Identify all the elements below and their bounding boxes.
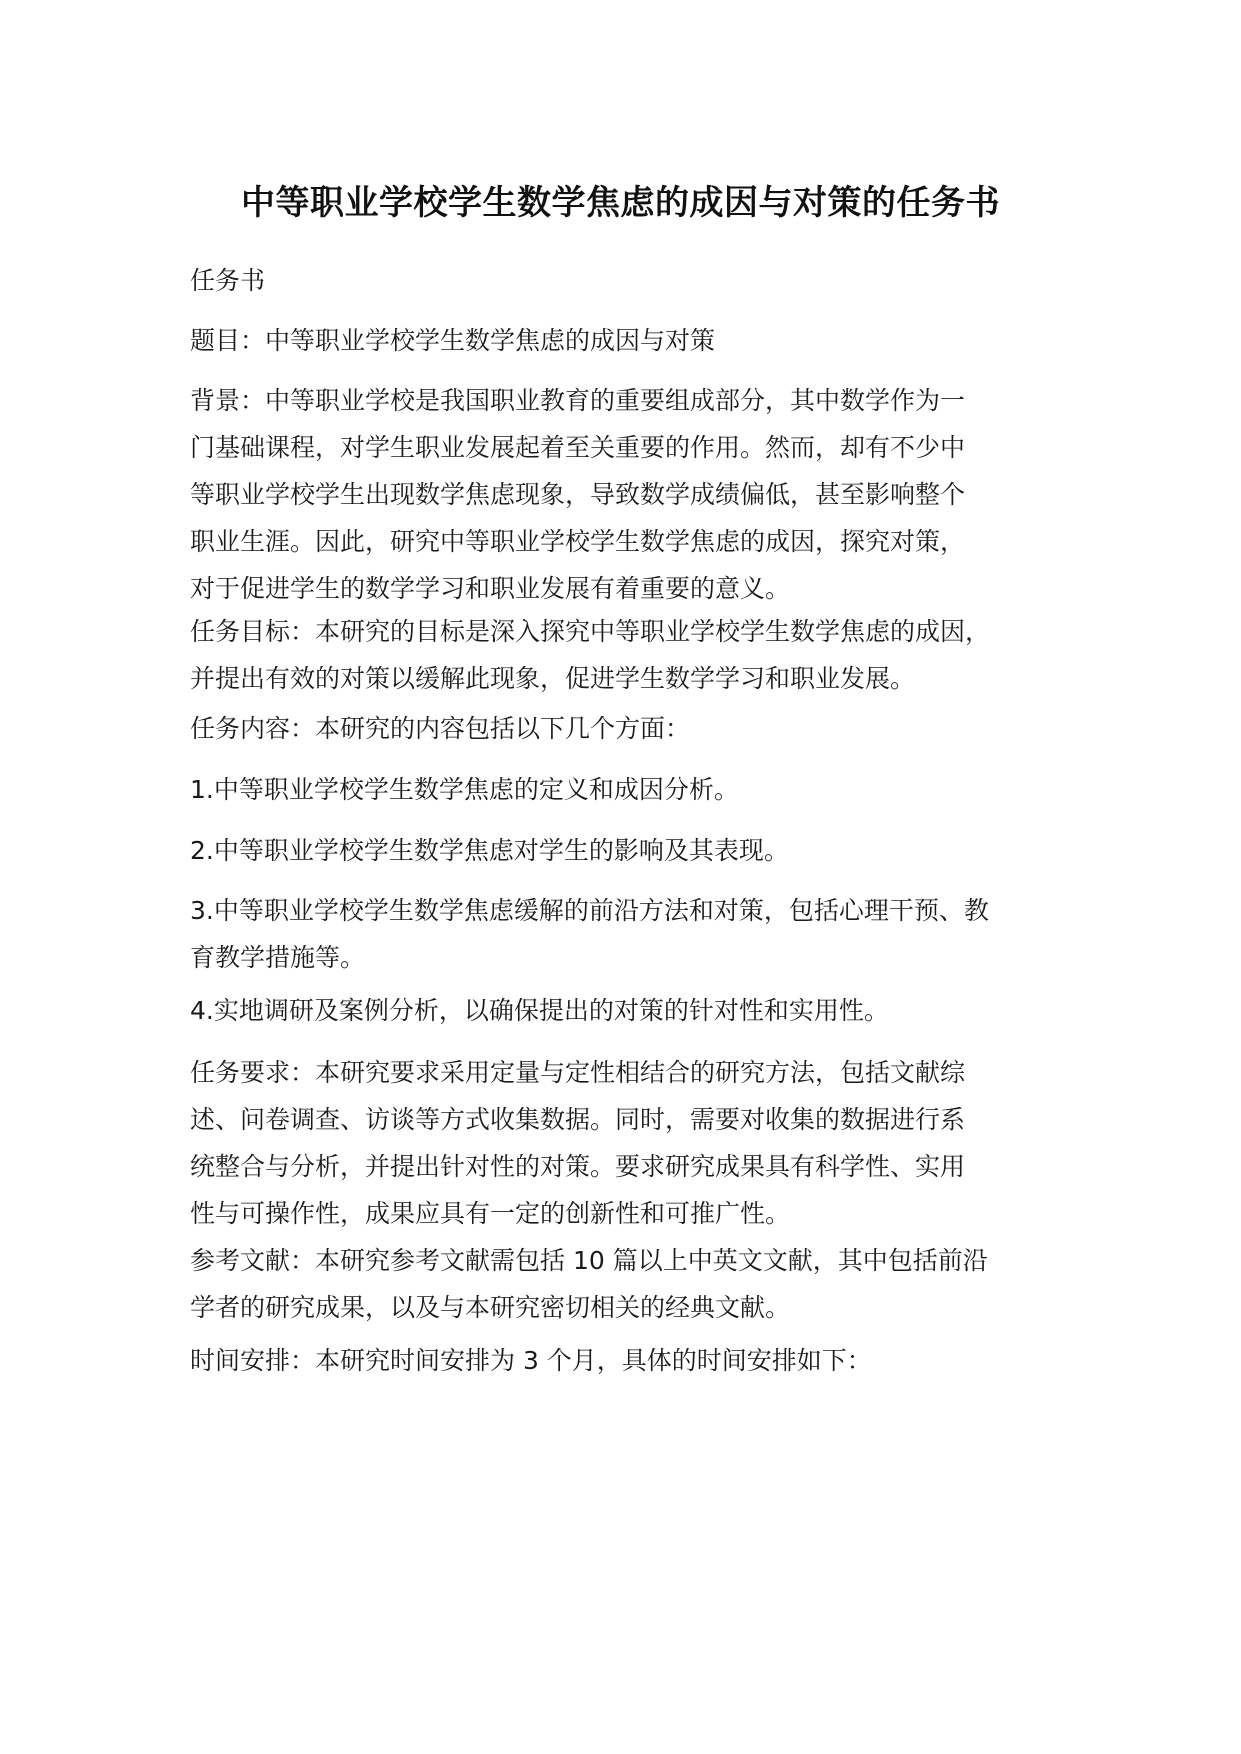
schedule-paragraph: 时间安排：本研究时间安排为 3 个月，具体的时间安排如下： bbox=[190, 1346, 872, 1375]
topic-paragraph: 题目：中等职业学校学生数学焦虑的成因与对策 bbox=[190, 326, 716, 355]
goal-paragraph bbox=[190, 608, 1070, 702]
text-line: 门基础课程，对学生职业发展起着至关重要的作用。然而，却有不少中 bbox=[190, 433, 966, 462]
content-item-2: 2.中等职业学校学生数学焦虑对学生的影响及其表现。 bbox=[190, 836, 789, 865]
background-paragraph bbox=[190, 377, 1070, 612]
text-line: 任务目标：本研究的目标是深入探究中等职业学校学生数学焦虑的成因， bbox=[190, 617, 991, 646]
references-paragraph bbox=[190, 1237, 1070, 1331]
text-line: 参考文献：本研究参考文献需包括 10 篇以上中英文文献，其中包括前沿 bbox=[190, 1246, 988, 1275]
text-line: 背景：中等职业学校是我国职业教育的重要组成部分，其中数学作为一 bbox=[190, 386, 966, 415]
text-line: 对于促进学生的数学学习和职业发展有着重要的意义。 bbox=[190, 574, 791, 603]
content-item-1: 1.中等职业学校学生数学焦虑的定义和成因分析。 bbox=[190, 775, 739, 804]
text-line: 任务要求：本研究要求采用定量与定性相结合的研究方法，包括文献综 bbox=[190, 1058, 966, 1087]
text-line: 等职业学校学生出现数学焦虑现象，导致数学成绩偏低，甚至影响整个 bbox=[190, 480, 966, 509]
requirements-paragraph bbox=[190, 1049, 1070, 1237]
text-line: 育教学措施等。 bbox=[190, 943, 366, 972]
text-line: 并提出有效的对策以缓解此现象，促进学生数学学习和职业发展。 bbox=[190, 664, 916, 693]
text-line: 学者的研究成果，以及与本研究密切相关的经典文献。 bbox=[190, 1293, 791, 1322]
text-line: 性与可操作性，成果应具有一定的创新性和可推广性。 bbox=[190, 1199, 791, 1228]
document-title: 中等职业学校学生数学焦虑的成因与对策的任务书 bbox=[241, 183, 1000, 223]
content-item-4: 4.实地调研及案例分析，以确保提出的对策的针对性和实用性。 bbox=[190, 996, 889, 1025]
text-line: 统整合与分析，并提出针对性的对策。要求研究成果具有科学性、实用 bbox=[190, 1152, 966, 1181]
text-line: 3.中等职业学校学生数学焦虑缓解的前沿方法和对策，包括心理干预、教 bbox=[190, 896, 989, 925]
heading-paragraph: 任务书 bbox=[190, 266, 266, 295]
content-intro-paragraph: 任务内容：本研究的内容包括以下几个方面： bbox=[190, 714, 691, 743]
text-line: 述、问卷调查、访谈等方式收集数据。同时，需要对收集的数据进行系 bbox=[190, 1105, 966, 1134]
text-line: 职业生涯。因此，研究中等职业学校学生数学焦虑的成因，探究对策， bbox=[190, 527, 966, 556]
content-item-3 bbox=[190, 887, 1070, 981]
